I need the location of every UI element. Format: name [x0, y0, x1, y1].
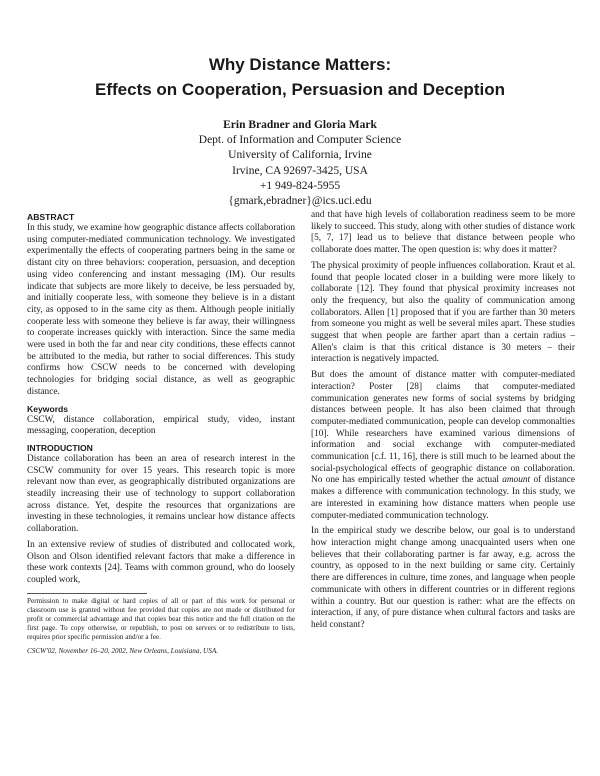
title-line-2: Effects on Cooperation, Persuasion and Deception — [95, 80, 505, 99]
author-city: Irvine, CA 92697-3425, USA — [232, 164, 368, 177]
left-column — [27, 212, 295, 656]
author-phone: +1 949-824-5955 — [259, 179, 341, 192]
right-paragraph-3-end: of distance makes a difference with communication technology. In this study, we are interested in examining how distance matters when people use computer-mediated communication technology. — [311, 475, 576, 521]
right-paragraph-3 — [311, 370, 575, 522]
title-line-1: Why Distance Matters: — [208, 55, 392, 74]
introduction-paragraph-1: Distance collaboration has been an area of research interest in the CSCW community for over 15 years. This research topic is more relevant now than ever, as geographically distributed organizations are steadily increasing their use of technology to support collaboration across distance. Yet, despite the resources that organizations are investing in these technologies, it remains unclear how distance affects collaboration. — [27, 453, 295, 535]
footnote-divider — [27, 593, 147, 594]
right-paragraph-1: and that have high levels of collaboration readiness seem to be more likely to succeed. This study, along with other studies of distance work [5, 7, 17] lead us to believe that distance between people who collaborate does matter. The open question is: why does it matter? — [311, 210, 575, 256]
venue-note: CSCW'02, November 16–20, 2002, New Orleans, Louisiana, USA. — [27, 646, 219, 655]
author-names: Erin Bradner and Gloria Mark — [223, 119, 377, 131]
abstract-heading: ABSTRACT — [27, 212, 75, 222]
author-university: University of California, Irvine — [228, 149, 372, 162]
abstract-text: In this study, we examine how geographic distance affects collaboration using computer-mediated communication technology. We investigated experimentally the effects of cooperating partners being in the same or distant city on three behaviors: cooperation, persuasion, and deception using video conferencing and instant messaging (IM). Our results indicate that subjects are more likely to deceive, be less persuaded by, and initially cooperate less, with someone they believe is in a distant city, as opposed to in the same city as them. Although people initially cooperate less with someone they believe is far away, their willingness to cooperate increases quickly with interaction. Since the same media were used in both the far and near city conditions, these effects cannot be attributed to the media, but rather to social differences. This study confirms how CSCW needs to be concerned with developing technologies for bridging social distance, as well as geographic distance. — [27, 223, 295, 397]
permission-notice: Permission to make digital or hard copies of all or part of this work for personal or classroom use is granted without fee provided that copies are not made or distributed for profit or commercial advantage and that copies bear this notice and the full citation on the first page. To copy otherwise, or republish, to post on servers or to redistribute to lists, requires prior specific permission and/or a fee. — [27, 596, 295, 641]
right-paragraph-4: In the empirical study we describe below, our goal is to understand how interaction might change among unacquainted users when one believes that their collaborating partner is far away, e.g. across the country, as opposed to in the next building or same city. Certainly there are differences in culture, time zones, and language when people communicate with others in different countries or in different regions within a country. But our question is rather: what are the effects on interaction, if any, of pure distance when cultural factors and tasks are held constant? — [311, 526, 575, 630]
keywords-text: CSCW, distance collaboration, empirical study, video, instant messaging, cooperation, deception — [27, 414, 295, 437]
introduction-paragraph-2: In an extensive review of studies of distributed and collocated work, Olson and Olson identified relevant factors that make a difference in these work contexts [24]. Teams with common ground, who do loosely coupled work, — [27, 539, 295, 585]
right-paragraph-2: The physical proximity of people influences collaboration. Kraut et al. found that people located closer in a building were more likely to collaborate [12]. They found that physical proximity increases not only the frequency, but also the quality of communication among collaborators. Allen [1] proposed that if you are farther than 30 meters from someone you might as well be several miles apart. These studies suggest that when people are farther apart than a certain radius – Allen's claim is that this critical distance is 30 meters – their interaction is negatively impacted. — [311, 260, 575, 365]
author-dept: Dept. of Information and Computer Science — [198, 134, 402, 147]
author-email: {gmark,ebradner}@ics.uci.edu — [228, 195, 372, 208]
right-column — [311, 210, 575, 632]
introduction-heading: INTRODUCTION — [27, 442, 93, 453]
emphasis-amount: amount — [502, 475, 531, 486]
right-paragraph-3-start: But does the amount of distance matter with computer-mediated interaction? Poster [28] claims that computer-mediated communication generates new forms of social systems by bridging distances between people. It has also been claimed that through computer-mediated communication, people can develop commonalties [10]. While researchers have examined various dimensions of information and social exchange with computer-mediated communication [c.f. 11, 16], there is still much to be learned about the social-psychological effects of geographic distance on collaboration. No one has empirically tested whether the actual — [311, 370, 575, 486]
keywords-heading: Keywords — [27, 403, 69, 414]
author-block — [0, 118, 600, 209]
